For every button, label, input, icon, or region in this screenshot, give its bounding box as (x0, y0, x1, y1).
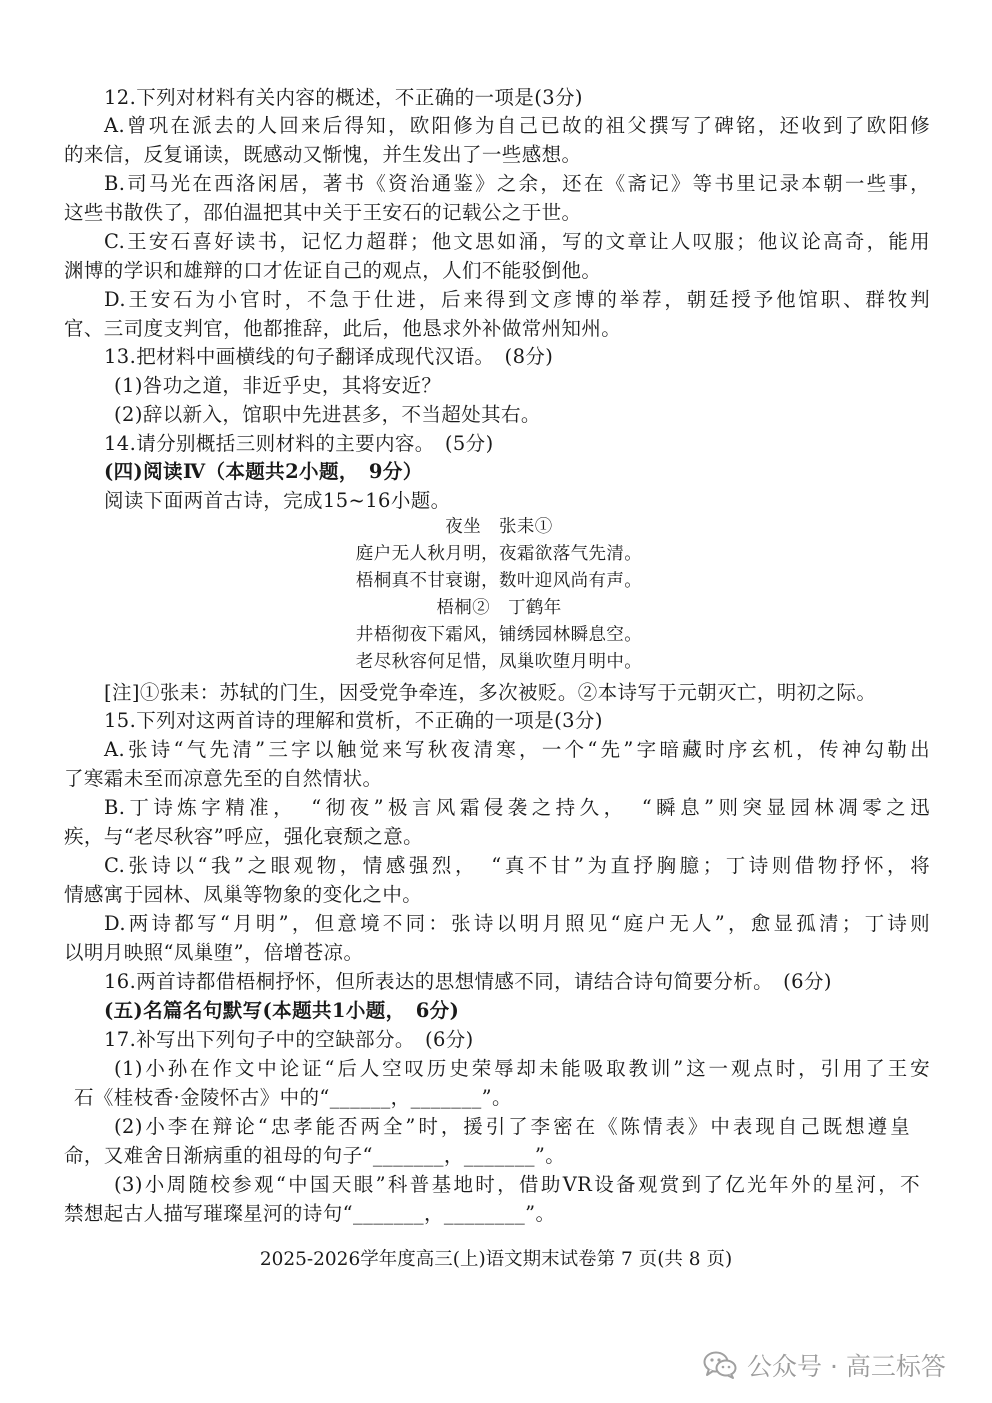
q15-option-c-line1: C.张诗以“我”之眼观物，情感强烈， “真不甘”为直抒胸臆；丁诗则借物抒怀，将 (104, 854, 930, 877)
wechat-icon (703, 1350, 737, 1380)
q17-item-1-line1: (1)小孙在作文中论证“后人空叹历史荣辱却未能吸取教训”这一观点时，引用了王安 (114, 1057, 930, 1080)
poem-1-line-1: 庭户无人秋月明，夜霜欲落气先清。 (355, 544, 643, 564)
q17-stem: 17.补写出下列句子中的空缺部分。 (6分) (104, 1028, 474, 1051)
poem-2-line-2: 老尽秋容何足惜，凤巢吹堕月明中。 (355, 652, 643, 672)
poem-note: [注]①张耒：苏轼的门生，因受党争牵连，多次被贬。②本诗写于元朝灭亡，明初之际。 (104, 681, 877, 704)
poem-2-line-1: 井梧彻夜下霜风，铺绣园林瞬息空。 (355, 625, 643, 645)
q15-stem: 15.下列对这两首诗的理解和赏析，不正确的一项是(3分) (104, 709, 603, 732)
q17-item-3-line2: 禁想起古人描写璀璨星河的诗句“_______，________”。 (64, 1202, 556, 1225)
q12-option-c-line1: C.王安石喜好读书，记忆力超群；他文思如涌，写的文章让人叹服；他议论高奇，能用 (104, 230, 930, 253)
q15-option-c-line2: 情感寓于园林、凤巢等物象的变化之中。 (64, 883, 423, 906)
q17-item-2-line1: (2)小李在辩论“忠孝能否两全”时，援引了李密在《陈情表》中表现自己既想遵皇 (114, 1115, 910, 1138)
q13-sentence-1: (1)咎功之道，非近乎史，其将安近？ (114, 374, 442, 397)
q12-option-a-line1: A.曾巩在派去的人回来后得知，欧阳修为自己已故的祖父撰写了碑铭，还收到了欧阳修 (104, 114, 930, 137)
q15-option-b-line1: B.丁诗炼字精准， “彻夜”极言风霜侵袭之持久， “瞬息”则突显园林凋零之迅 (104, 796, 930, 819)
q16-stem: 16.两首诗都借梧桐抒怀，但所表达的思想情感不同，请结合诗句简要分析。 (6分) (104, 970, 832, 993)
section-4-heading: (四)阅读Ⅳ（本题共2小题， 9分） (104, 460, 423, 483)
q17-item-2-line2: 命，又难舍日渐病重的祖母的句子“_______，_______”。 (64, 1144, 566, 1167)
watermark-text: 公众号 · 高三标答 (747, 1352, 946, 1381)
section-4-intro: 阅读下面两首古诗，完成15~16小题。 (104, 489, 451, 512)
q12-option-c-line2: 渊博的学识和雄辩的口才佐证自己的观点，人们不能驳倒他。 (64, 259, 602, 282)
poem-1-line-2: 梧桐真不甘衰谢，数叶迎风尚有声。 (355, 571, 643, 591)
q15-option-a-line2: 了寒霜未至而凉意先至的自然情状。 (64, 767, 383, 790)
q15-option-d-line1: D.两诗都写“月明”，但意境不同：张诗以明月照见“庭户无人”，愈显孤清；丁诗则 (104, 912, 930, 935)
q17-item-1-line2: 石《桂枝香·金陵怀古》中的“______，_______”。 (74, 1086, 512, 1109)
watermark (703, 1345, 946, 1385)
q17-item-3-line1: (3)小周随校参观“中国天眼”科普基地时，借助VR设备观赏到了亿光年外的星河，不 (114, 1173, 920, 1196)
poem-2-title: 梧桐② 丁鹤年 (436, 598, 562, 618)
q13-stem: 13.把材料中画横线的句子翻译成现代汉语。 (8分) (104, 345, 554, 368)
q12-option-d-line1: D.王安石为小官时，不急于仕进，后来得到文彦博的举荐，朝廷授予他馆职、群牧判 (104, 288, 930, 311)
poem-1-title: 夜坐 张耒① (445, 517, 553, 537)
q12-stem: 12.下列对材料有关内容的概述，不正确的一项是(3分) (104, 86, 583, 109)
q14-stem: 14.请分别概括三则材料的主要内容。 (5分) (104, 432, 494, 455)
q12-option-a-line2: 的来信，反复诵读，既感动又惭愧，并生发出了一些感想。 (64, 143, 582, 166)
q15-option-a-line1: A.张诗“气先清”三字以触觉来写秋夜清寒，一个“先”字暗藏时序玄机，传神勾勒出 (104, 738, 930, 761)
q13-sentence-2: (2)辞以新入，馆职中先进甚多，不当超处其右。 (114, 403, 541, 426)
q15-option-d-line2: 以明月映照“凤巢堕”，倍增苍凉。 (64, 941, 364, 964)
section-5-heading: (五)名篇名句默写(本题共1小题， 6分) (104, 999, 460, 1022)
q12-option-b-line2: 这些书散佚了，邵伯温把其中关于王安石的记载公之于世。 (64, 201, 582, 224)
q12-option-b-line1: B.司马光在西洛闲居，著书《资治通鉴》之余，还在《斋记》等书里记录本朝一些事， (104, 172, 930, 195)
page-footer: 2025-2026学年度高三(上)语文期末试卷第 7 页(共 8 页) (259, 1249, 733, 1270)
q12-option-d-line2: 官、三司度支判官，他都推辞，此后，他恳求外补做常州知州。 (64, 317, 622, 340)
q15-option-b-line2: 疾，与“老尽秋容”呼应，强化衰颓之意。 (64, 825, 424, 848)
